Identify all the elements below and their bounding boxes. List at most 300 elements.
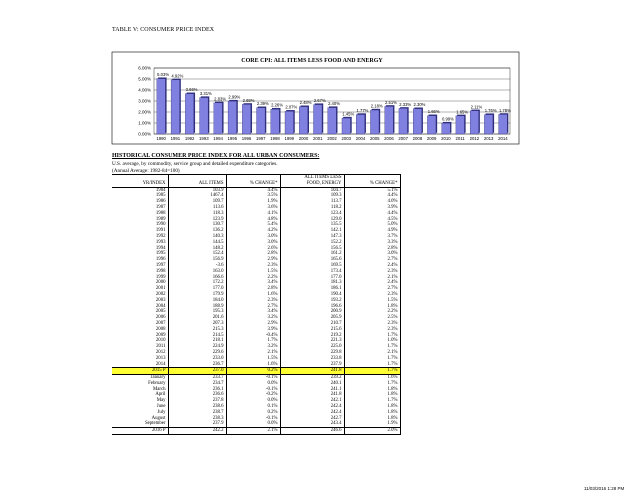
print-timestamp: 11/03/2016 1:28 PM bbox=[584, 486, 625, 491]
cell-year: 2000 bbox=[155, 280, 166, 286]
cell-all-items: 236.6 bbox=[168, 392, 226, 398]
cell-all-pct: 0.2% bbox=[226, 410, 280, 416]
cell-all-pct: 5.4% bbox=[226, 222, 280, 228]
cell-all-items: 1467.4 bbox=[168, 193, 226, 199]
cell-core: 215.6 bbox=[280, 327, 344, 333]
x-tick-label: 2000 bbox=[298, 136, 309, 141]
bar-data-label: 4.92% bbox=[171, 73, 184, 79]
chart-title: CORE CPI: ALL ITEMS LESS FOOD AND ENERGY bbox=[241, 58, 383, 64]
cell-all-items: 234.7 bbox=[168, 381, 226, 387]
cell-all-pct: 1.5% bbox=[226, 269, 280, 275]
cell-all-items: 218.1 bbox=[168, 338, 226, 344]
cell-core: 190.4 bbox=[280, 292, 344, 298]
cell-core-pct: 1.5% bbox=[344, 298, 400, 304]
cell-all-items: 215.3 bbox=[168, 327, 226, 333]
cell-all-items: 236.1 bbox=[168, 387, 226, 393]
cell-year: 2001 bbox=[155, 286, 166, 292]
x-tick-label: 2010 bbox=[441, 136, 451, 141]
bar-2004 bbox=[356, 115, 365, 134]
bar-data-label: 2.40% bbox=[328, 101, 340, 107]
cell-year: July bbox=[157, 409, 166, 415]
x-tick-label: 1996 bbox=[241, 136, 252, 141]
cell-all-pct: 4.1% bbox=[226, 211, 280, 217]
bar-data-label: 3.31% bbox=[199, 91, 212, 97]
core-cpi-chart-svg bbox=[112, 52, 519, 144]
cell-all-items: 123.9 bbox=[168, 217, 226, 223]
cell-all-pct: 1.5% bbox=[226, 356, 280, 362]
bar-data-label: 2.18% bbox=[370, 103, 383, 109]
cell-core-pct: 2.1% bbox=[344, 350, 400, 356]
cell-core: 118.2 bbox=[280, 205, 344, 211]
cell-year: 2014 bbox=[155, 361, 166, 367]
cell-all-pct: 3.9% bbox=[226, 327, 280, 333]
y-tick-label: 2.00% bbox=[138, 109, 151, 115]
cell-core-pct: 2.4% bbox=[344, 263, 400, 269]
cell-all-items: 238.7 bbox=[168, 410, 226, 416]
bar-data-label: 1.66% bbox=[427, 109, 440, 115]
cell-core-pct: 2.0% bbox=[344, 428, 400, 435]
cell-year: 1992 bbox=[155, 233, 166, 239]
bar-2010 bbox=[442, 123, 451, 134]
cell-core: 109.3 bbox=[280, 193, 344, 199]
cell-core-pct: 1.8% bbox=[344, 416, 400, 422]
cell-core: 173.4 bbox=[280, 269, 344, 275]
cell-core-pct: 3.0% bbox=[344, 251, 400, 257]
bar-data-label: 2.33% bbox=[399, 101, 412, 107]
cell-core-pct: 1.7% bbox=[344, 344, 400, 350]
cell-year: 2010 bbox=[155, 338, 166, 344]
cell-core-pct: 2.1% bbox=[344, 275, 400, 281]
cell-all-pct: 1.7% bbox=[226, 338, 280, 344]
bar-data-label: 2.67% bbox=[313, 98, 326, 104]
cell-all-items: 148.2 bbox=[168, 246, 226, 252]
cell-core: 147.3 bbox=[280, 234, 344, 240]
bar-data-label: 3.66% bbox=[185, 87, 198, 93]
cell-core-pct: 2.3% bbox=[344, 269, 400, 275]
cell-all-items: 184.0 bbox=[168, 298, 226, 304]
section-title: HISTORICAL CONSUMER PRICE INDEX FOR ALL URBAN CONSUMERS: bbox=[112, 153, 320, 159]
cell-all-pct: 3.0% bbox=[226, 240, 280, 246]
x-tick-label: 1991 bbox=[170, 136, 181, 141]
cell-core: 200.9 bbox=[280, 309, 344, 315]
cell-core: 113.7 bbox=[280, 199, 344, 205]
bar-1998 bbox=[271, 109, 280, 134]
cell-all-items: 233.0 bbox=[168, 356, 226, 362]
cell-core: 219.2 bbox=[280, 333, 344, 339]
cell-all-items: 103.9 bbox=[168, 187, 226, 193]
cell-core-pct: 2.7% bbox=[344, 257, 400, 263]
cell-core-pct: 4.0% bbox=[344, 199, 400, 205]
cell-year: February bbox=[148, 380, 166, 386]
cell-all-pct: 0.1% bbox=[226, 404, 280, 410]
cell-year: May bbox=[156, 398, 166, 404]
cell-core: 242.4 bbox=[280, 410, 344, 416]
bar-2011 bbox=[456, 116, 465, 134]
cell-core: 246.6 bbox=[280, 428, 344, 435]
cell-core: 243.4 bbox=[280, 421, 344, 427]
cell-year: 1991 bbox=[155, 228, 166, 234]
bar-1993 bbox=[200, 98, 209, 134]
cell-core-pct: 2.3% bbox=[344, 321, 400, 327]
cell-all-items: 242.2 bbox=[168, 428, 226, 435]
cell-core-pct: 4.4% bbox=[344, 193, 400, 199]
cell-year: 1993 bbox=[155, 239, 166, 245]
cell-all-pct: 2.9% bbox=[226, 257, 280, 263]
cell-core-pct: 1.0% bbox=[344, 338, 400, 344]
cell-core-pct: 2.3% bbox=[344, 292, 400, 298]
cell-all-items: 172.2 bbox=[168, 280, 226, 286]
cell-core-pct: 1.8% bbox=[344, 404, 400, 410]
chart-y-ticks bbox=[138, 66, 151, 137]
bar-data-label: 2.48% bbox=[299, 100, 312, 106]
cell-all-items: 136.2 bbox=[168, 228, 226, 234]
cell-core: 177.0 bbox=[280, 275, 344, 281]
y-tick-label: 0.00% bbox=[138, 131, 151, 137]
x-tick-label: 2008 bbox=[412, 136, 423, 141]
cell-core-pct: 1.8% bbox=[344, 410, 400, 416]
cell-year: 2009 bbox=[155, 332, 166, 338]
cell-all-items: 238.6 bbox=[168, 404, 226, 410]
cell-core: 142.1 bbox=[280, 228, 344, 234]
cell-all-pct: 2.3% bbox=[226, 263, 280, 269]
cell-all-pct: 2.1% bbox=[226, 350, 280, 356]
cell-all-items: 224.9 bbox=[168, 344, 226, 350]
cell-all-pct: 4.4% bbox=[226, 187, 280, 193]
cell-year: 1988 bbox=[155, 210, 166, 216]
x-tick-label: 2004 bbox=[355, 136, 366, 141]
cell-year: 1998 bbox=[155, 268, 166, 274]
cell-core: 229.8 bbox=[280, 350, 344, 356]
cell-all-pct: 1.6% bbox=[226, 292, 280, 298]
bar-data-label: 2.99% bbox=[228, 94, 241, 100]
cell-all-pct: 4.8% bbox=[226, 217, 280, 223]
cell-all-items: 109.7 bbox=[168, 199, 226, 205]
cell-core: 205.9 bbox=[280, 315, 344, 321]
cell-all-pct: 2.1% bbox=[226, 428, 280, 435]
cell-all-items: 152.4 bbox=[168, 251, 226, 257]
cell-all-pct: -0.4% bbox=[226, 333, 280, 339]
header-core-line1: ALL ITEMS LESS bbox=[280, 175, 344, 181]
cell-all-items: 237.0 bbox=[168, 368, 226, 375]
cell-all-items: 214.5 bbox=[168, 333, 226, 339]
subtitle-line-1: U.S. average, by commodity, service group and detailed expenditure categories. bbox=[112, 161, 278, 167]
cell-year: 2007 bbox=[155, 320, 166, 326]
bar-2009 bbox=[427, 116, 436, 134]
bar-data-label: 2.51% bbox=[385, 99, 397, 105]
table-title: TABLE V: CONSUMER PRICE INDEX bbox=[112, 27, 215, 33]
bar-data-label: 2.07% bbox=[285, 104, 298, 110]
bar-data-label: 2.69% bbox=[242, 97, 255, 103]
cell-all-items: 118.3 bbox=[168, 211, 226, 217]
cell-core-pct: 5.1% bbox=[344, 187, 400, 193]
table-row bbox=[112, 428, 400, 435]
cell-core: 241.1 bbox=[280, 387, 344, 393]
y-tick-label: 3.00% bbox=[138, 98, 151, 104]
bar-2007 bbox=[399, 108, 408, 134]
header-all-pct: % CHANGE* bbox=[226, 181, 280, 187]
cell-year: 2013 bbox=[155, 355, 166, 361]
x-tick-label: 2003 bbox=[341, 136, 352, 141]
cell-all-pct: 0.0% bbox=[226, 421, 280, 427]
cell-all-items: -3.6 bbox=[168, 263, 226, 269]
bar-1994 bbox=[214, 103, 223, 134]
cell-all-items: 201.6 bbox=[168, 315, 226, 321]
bar-data-label: 2.83% bbox=[214, 96, 227, 102]
cell-all-items: 140.3 bbox=[168, 234, 226, 240]
cell-core-pct: 3.9% bbox=[344, 205, 400, 211]
cell-core: 104.7 bbox=[280, 187, 344, 193]
cell-all-pct: 3.6% bbox=[226, 205, 280, 211]
cell-core-pct: 2.2% bbox=[344, 309, 400, 315]
cell-all-pct: 2.9% bbox=[226, 321, 280, 327]
cell-year: 2006 bbox=[155, 315, 166, 321]
cell-core: 161.2 bbox=[280, 251, 344, 257]
cell-core-pct: 1.7% bbox=[344, 368, 400, 375]
cell-core-pct: 1.7% bbox=[344, 398, 400, 404]
bar-1992 bbox=[185, 94, 194, 134]
cell-year: 1987 bbox=[155, 204, 166, 210]
cell-all-items: 238.3 bbox=[168, 416, 226, 422]
y-tick-label: 5.00% bbox=[138, 76, 151, 82]
cell-year: March bbox=[152, 386, 166, 392]
cell-year: 1990 bbox=[155, 222, 166, 228]
cell-all-pct: 2.2% bbox=[226, 275, 280, 281]
cell-all-pct: 0.0% bbox=[226, 398, 280, 404]
cell-core-pct: 1.6% bbox=[344, 375, 400, 381]
x-tick-label: 1997 bbox=[256, 136, 266, 141]
cell-all-items: 130.7 bbox=[168, 222, 226, 228]
cell-core: 186.1 bbox=[280, 286, 344, 292]
cell-all-items: 207.3 bbox=[168, 321, 226, 327]
cell-core: 242.7 bbox=[280, 416, 344, 422]
cell-core: 237.9 bbox=[280, 362, 344, 368]
cell-all-pct: -0.1% bbox=[226, 375, 280, 381]
cell-core: 242.1 bbox=[280, 398, 344, 404]
cell-core: 129.0 bbox=[280, 217, 344, 223]
cell-all-pct: 2.6% bbox=[226, 246, 280, 252]
bar-data-label: 1.45% bbox=[342, 111, 355, 117]
bar-2000 bbox=[299, 107, 308, 134]
cell-all-pct: 0.0% bbox=[226, 381, 280, 387]
x-tick-label: 1998 bbox=[270, 136, 280, 141]
cell-year: June bbox=[156, 404, 166, 410]
table-body bbox=[112, 187, 400, 434]
bar-2001 bbox=[313, 105, 322, 134]
x-tick-label: 2014 bbox=[498, 136, 508, 141]
bar-2006 bbox=[385, 106, 394, 134]
bar-2005 bbox=[370, 110, 379, 134]
cell-year: 1994 bbox=[155, 245, 166, 251]
x-tick-label: 1995 bbox=[227, 136, 238, 141]
cell-all-items: 113.6 bbox=[168, 205, 226, 211]
cell-all-pct: 3.4% bbox=[226, 280, 280, 286]
cell-all-items: 237.8 bbox=[168, 398, 226, 404]
cell-all-pct: 4.2% bbox=[226, 228, 280, 234]
cell-core-pct: 2.5% bbox=[344, 315, 400, 321]
bar-1996 bbox=[242, 104, 251, 134]
bar-data-label: 2.39% bbox=[256, 101, 269, 107]
cell-year: 2005 bbox=[155, 309, 166, 315]
bar-data-label: 2.11% bbox=[470, 104, 483, 110]
bar-1991 bbox=[171, 80, 180, 134]
cell-all-pct: -0.1% bbox=[226, 387, 280, 393]
bar-data-label: 1.76% bbox=[484, 108, 497, 114]
cell-all-items: 166.6 bbox=[168, 275, 226, 281]
cell-core: 221.3 bbox=[280, 338, 344, 344]
cell-year: 1996 bbox=[155, 257, 166, 263]
cell-year: 2004 bbox=[155, 303, 166, 309]
cell-core: 241.8 bbox=[280, 368, 344, 375]
y-tick-label: 4.00% bbox=[138, 87, 151, 93]
bar-2008 bbox=[413, 109, 422, 134]
cell-all-items: 188.9 bbox=[168, 304, 226, 310]
x-tick-label: 2009 bbox=[426, 136, 437, 141]
cell-core-pct: 2.3% bbox=[344, 327, 400, 333]
table-row bbox=[112, 368, 400, 375]
cell-all-pct: 2.3% bbox=[226, 298, 280, 304]
cell-core-pct: 2.8% bbox=[344, 246, 400, 252]
cell-core-pct: 1.7% bbox=[344, 362, 400, 368]
header-all-items: ALL ITEMS bbox=[168, 181, 226, 187]
cell-year: 1986 bbox=[155, 199, 166, 205]
bar-data-label: 1.77% bbox=[356, 108, 369, 114]
cell-all-pct: 3.2% bbox=[226, 315, 280, 321]
cell-year: 1997 bbox=[155, 262, 166, 268]
bar-2014 bbox=[499, 114, 508, 134]
cell-core-pct: 1.8% bbox=[344, 387, 400, 393]
header-core-pct: % CHANGE* bbox=[344, 181, 400, 187]
cell-all-pct: 0.2% bbox=[226, 368, 280, 375]
cell-core: 165.6 bbox=[280, 257, 344, 263]
bar-2003 bbox=[342, 118, 351, 134]
cell-year: 2015 P bbox=[112, 368, 168, 375]
bar-data-label: 2.26% bbox=[271, 102, 283, 108]
cell-core: 196.6 bbox=[280, 304, 344, 310]
cell-year: 1984 bbox=[155, 187, 166, 193]
bar-1990 bbox=[157, 79, 166, 134]
cell-all-pct: 3.5% bbox=[226, 193, 280, 199]
chart-x-ticks bbox=[156, 136, 508, 141]
cell-year: April bbox=[155, 392, 166, 398]
cell-year: 2011 bbox=[156, 344, 166, 350]
cell-year: 2002 bbox=[155, 291, 166, 297]
cell-core-pct: 1.7% bbox=[344, 356, 400, 362]
cell-all-pct: 1.6% bbox=[226, 362, 280, 368]
x-tick-label: 2002 bbox=[327, 136, 337, 141]
x-tick-label: 1994 bbox=[213, 136, 223, 141]
cell-core: 242.4 bbox=[280, 404, 344, 410]
cell-year: 1985 bbox=[155, 193, 166, 199]
cell-all-pct: -0.1% bbox=[226, 416, 280, 422]
cell-core: 135.5 bbox=[280, 222, 344, 228]
x-tick-label: 2007 bbox=[398, 136, 408, 141]
cell-core: 210.7 bbox=[280, 321, 344, 327]
cell-year: 1995 bbox=[155, 251, 166, 257]
x-tick-label: 1999 bbox=[284, 136, 295, 141]
cell-all-pct: 2.8% bbox=[226, 286, 280, 292]
x-tick-label: 1993 bbox=[199, 136, 209, 141]
bar-1997 bbox=[257, 108, 266, 134]
cell-all-pct: 3.0% bbox=[226, 234, 280, 240]
cell-core-pct: 2.4% bbox=[344, 280, 400, 286]
cell-core-pct: 4.4% bbox=[344, 211, 400, 217]
cell-core: 240.1 bbox=[280, 381, 344, 387]
cell-all-pct: 2.8% bbox=[226, 251, 280, 257]
bar-data-label: 2.30% bbox=[413, 102, 426, 108]
cell-all-items: 233.7 bbox=[168, 375, 226, 381]
cell-core-pct: 1.7% bbox=[344, 381, 400, 387]
y-tick-label: 6.00% bbox=[138, 65, 151, 71]
cell-all-pct: 3.2% bbox=[226, 344, 280, 350]
cell-all-items: 237.9 bbox=[168, 421, 226, 427]
cell-core: 156.5 bbox=[280, 246, 344, 252]
bar-2013 bbox=[484, 115, 493, 134]
cell-core-pct: 1.8% bbox=[344, 304, 400, 310]
cell-all-pct: 3.4% bbox=[226, 309, 280, 315]
cpi-table bbox=[112, 174, 401, 435]
cell-core: 233.8 bbox=[280, 356, 344, 362]
cell-core-pct: 1.9% bbox=[344, 421, 400, 427]
cell-all-items: 177.0 bbox=[168, 286, 226, 292]
header-core-line2: FOOD, ENERGY bbox=[280, 181, 344, 187]
x-tick-label: 1990 bbox=[156, 136, 166, 141]
cell-year: 1989 bbox=[155, 216, 166, 222]
cell-core-pct: 3.3% bbox=[344, 240, 400, 246]
cell-year: 2003 bbox=[155, 297, 166, 303]
subtitle-line-2: (Annual Average: 1982-84=100) bbox=[112, 168, 180, 174]
cell-core: 152.2 bbox=[280, 240, 344, 246]
x-tick-label: 2011 bbox=[455, 136, 465, 141]
cell-all-items: 229.6 bbox=[168, 350, 226, 356]
x-tick-label: 2001 bbox=[312, 136, 323, 141]
cell-all-items: 179.9 bbox=[168, 292, 226, 298]
cell-all-items: 156.9 bbox=[168, 257, 226, 263]
cell-core: 241.8 bbox=[280, 392, 344, 398]
cell-core: 225.0 bbox=[280, 344, 344, 350]
core-cpi-chart bbox=[112, 52, 519, 144]
x-tick-label: 2006 bbox=[384, 136, 394, 141]
cell-core-pct: 3.7% bbox=[344, 234, 400, 240]
bar-data-label: 5.03% bbox=[157, 72, 170, 78]
bar-2012 bbox=[470, 111, 479, 134]
cell-core-pct: 1.7% bbox=[344, 333, 400, 339]
bar-data-label: 0.99% bbox=[441, 116, 454, 122]
cell-core-pct: 5.0% bbox=[344, 222, 400, 228]
cell-year: 2008 bbox=[155, 326, 166, 332]
header-year: YR/INDEX bbox=[112, 181, 168, 187]
bar-data-label: 1.65% bbox=[456, 109, 469, 115]
x-tick-label: 2005 bbox=[369, 136, 380, 141]
cell-year: January bbox=[112, 375, 168, 381]
cell-core: 169.5 bbox=[280, 263, 344, 269]
cell-year: September bbox=[144, 421, 166, 427]
cell-year: 2012 bbox=[155, 349, 166, 355]
cell-all-items: 144.5 bbox=[168, 240, 226, 246]
bar-1999 bbox=[285, 111, 294, 134]
cell-core: 123.4 bbox=[280, 211, 344, 217]
cell-year: August bbox=[151, 415, 166, 421]
cell-core-pct: 1.8% bbox=[344, 392, 400, 398]
cell-all-pct: 1.9% bbox=[226, 199, 280, 205]
x-tick-label: 2013 bbox=[483, 136, 494, 141]
cell-core-pct: 2.7% bbox=[344, 286, 400, 292]
cell-core: 239.2 bbox=[280, 375, 344, 381]
bar-1995 bbox=[228, 101, 237, 134]
cell-all-pct: -0.2% bbox=[226, 392, 280, 398]
y-tick-label: 1.00% bbox=[138, 120, 151, 126]
cell-core: 181.3 bbox=[280, 280, 344, 286]
cell-core-pct: 4.5% bbox=[344, 217, 400, 223]
